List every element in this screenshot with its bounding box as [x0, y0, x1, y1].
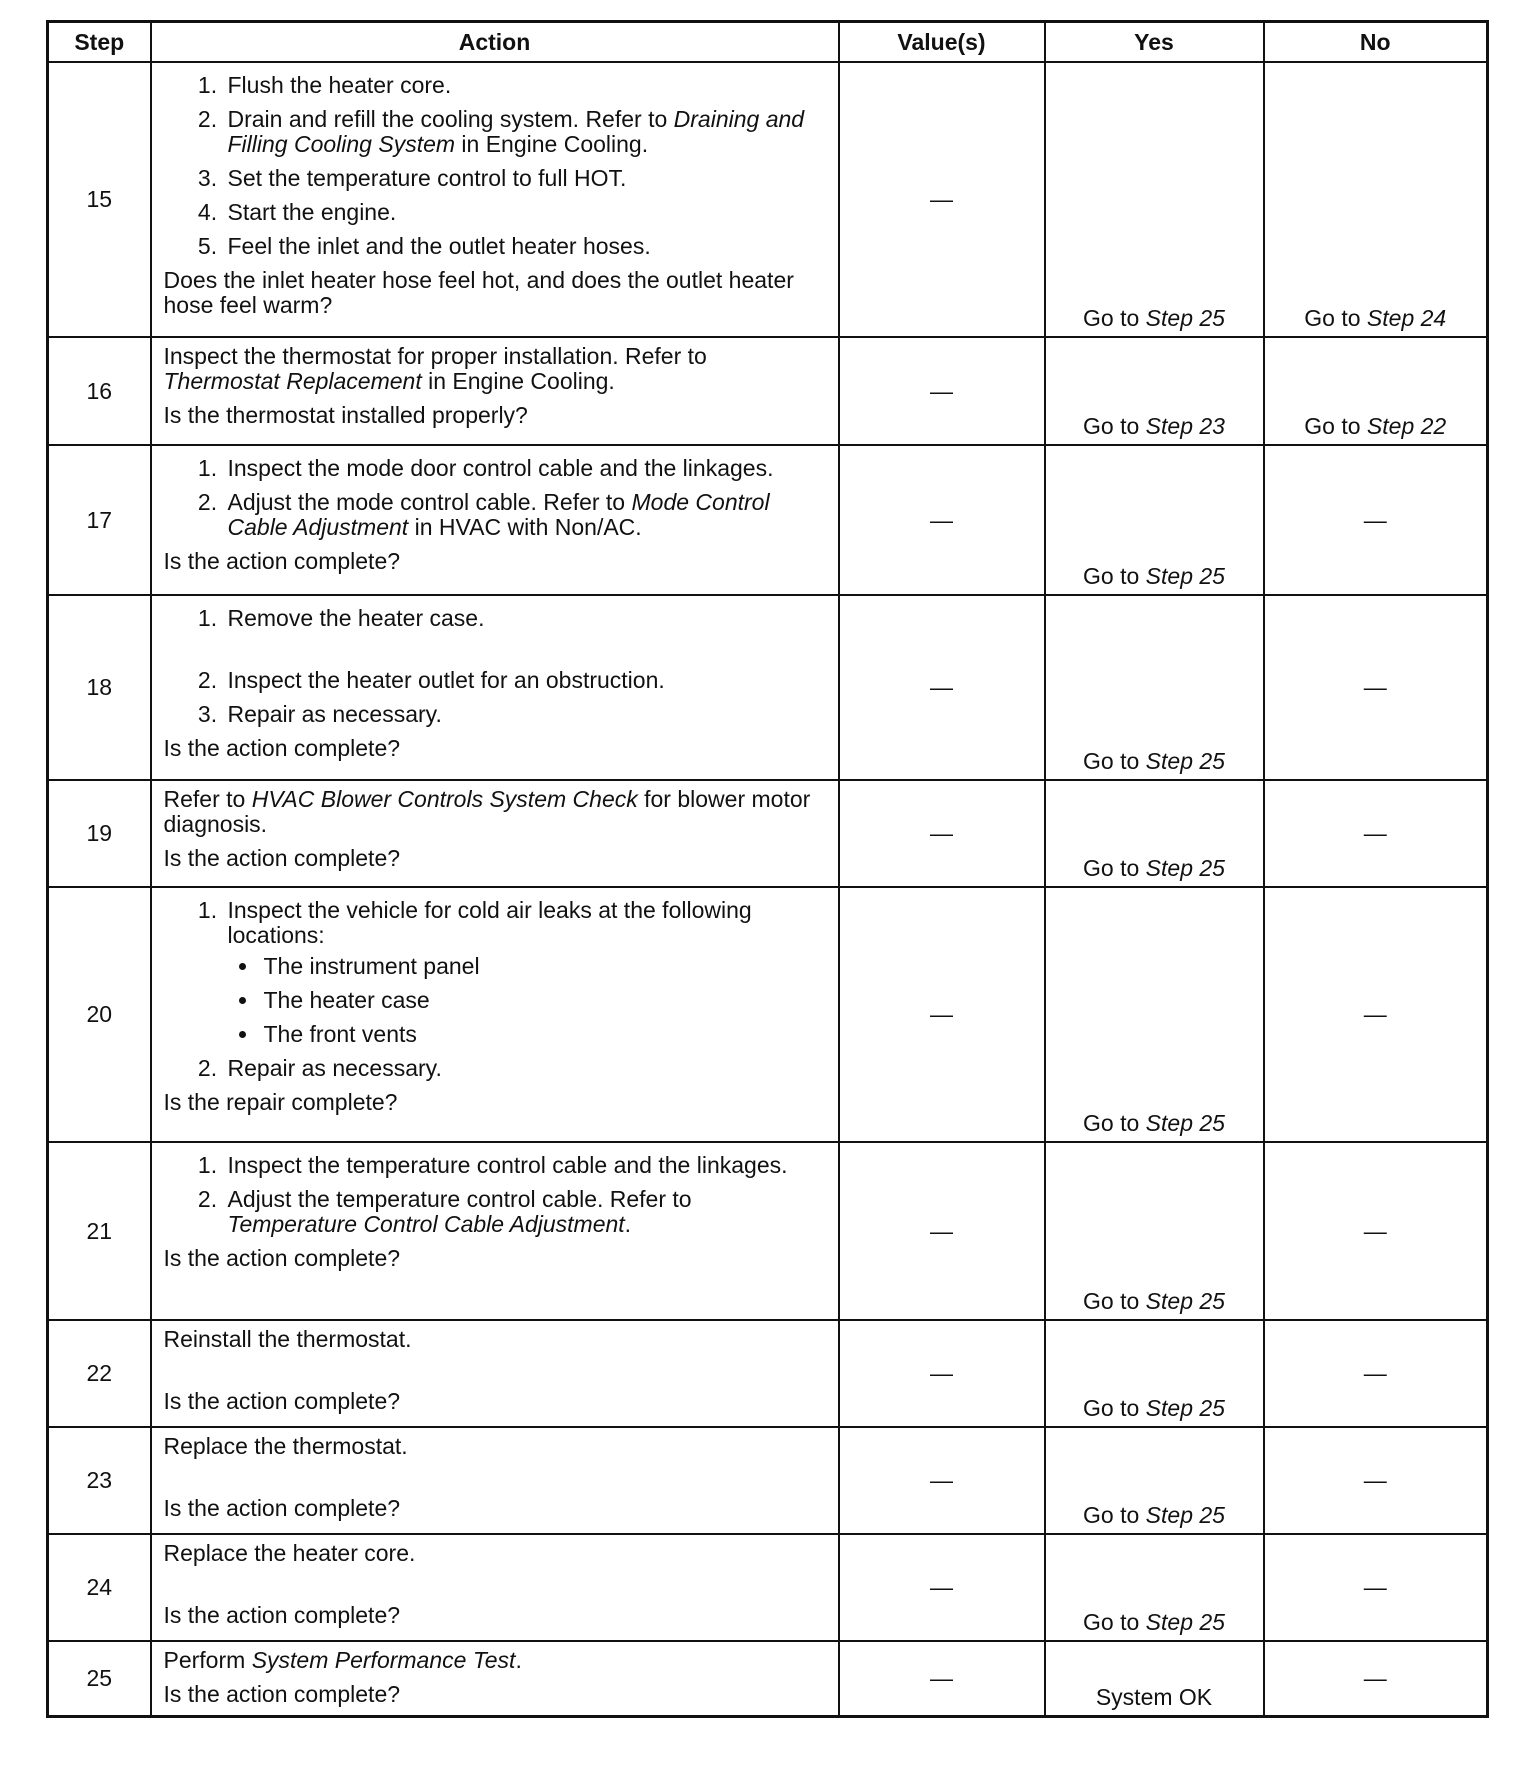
yes-prefix: Go to — [1083, 1288, 1146, 1314]
spacer — [164, 1361, 828, 1389]
no-cell — [1264, 1320, 1488, 1427]
no-cell — [1264, 1641, 1488, 1716]
action-question: Is the action complete? — [163, 845, 401, 871]
no-prefix: Go to — [1304, 413, 1367, 439]
no-text: — — [1363, 820, 1387, 846]
yes-cell — [1045, 780, 1264, 887]
value-dash: — — [930, 506, 953, 533]
action-cell — [151, 445, 839, 595]
reference-title: HVAC Blower Controls System Check — [251, 786, 638, 812]
value-cell — [839, 1427, 1045, 1534]
table-row — [48, 1534, 1488, 1641]
action-step-item — [224, 490, 828, 540]
diagnostic-table — [46, 20, 1489, 1718]
action-instruction — [164, 1434, 828, 1459]
yes-prefix: Go to — [1083, 563, 1146, 589]
action-step-item — [224, 166, 828, 191]
value-dash: — — [930, 1664, 953, 1691]
no-cell — [1264, 780, 1488, 887]
action-step-item — [224, 107, 828, 157]
action-cell — [151, 1142, 839, 1320]
no-cell — [1264, 887, 1488, 1142]
no-prefix: Go to — [1304, 305, 1367, 331]
no-cell — [1264, 445, 1488, 595]
action-cell — [151, 337, 839, 445]
no-text: — — [1363, 1217, 1387, 1244]
yes-prefix: Go to — [1083, 1502, 1146, 1528]
no-step-ref: Step 22 — [1366, 413, 1447, 439]
header-values: Value(s) — [839, 22, 1045, 63]
action-step-item — [224, 73, 828, 98]
header-step: Step — [48, 22, 151, 63]
text-run: in Engine Cooling. — [421, 368, 615, 394]
value-cell — [839, 1142, 1045, 1320]
table-row — [48, 1641, 1488, 1716]
step-number: 17 — [48, 445, 151, 595]
text-run: Set the temperature control to full HOT. — [227, 165, 627, 191]
no-text: — — [1363, 506, 1387, 533]
yes-step-ref: Step 25 — [1145, 305, 1225, 331]
value-dash: — — [930, 1001, 953, 1027]
step-number: 20 — [48, 887, 151, 1142]
action-step-item — [224, 456, 828, 481]
value-dash: — — [930, 1360, 953, 1386]
yes-prefix: Go to — [1083, 305, 1146, 331]
yes-cell — [1045, 1534, 1264, 1641]
no-text: — — [1363, 1001, 1387, 1027]
yes-prefix: Go to — [1083, 1609, 1146, 1635]
text-run: Replace the thermostat. — [163, 1433, 408, 1459]
yes-step-ref: Step 25 — [1145, 748, 1225, 774]
value-dash: — — [930, 1217, 953, 1244]
yes-step-ref: Step 25 — [1145, 1395, 1225, 1421]
reference-title: Thermostat Replacement — [163, 368, 422, 394]
action-step-item — [224, 200, 828, 225]
text-run: in HVAC with Non/AC. — [408, 514, 642, 540]
value-cell — [839, 1641, 1045, 1716]
step-number: 24 — [48, 1534, 151, 1641]
action-steps-list — [164, 73, 828, 259]
value-dash: — — [930, 186, 953, 212]
no-cell — [1264, 1142, 1488, 1320]
text-run: . — [515, 1647, 522, 1673]
no-cell — [1264, 62, 1488, 337]
value-cell — [839, 887, 1045, 1142]
text-run: . — [624, 1211, 632, 1237]
value-dash: — — [930, 1574, 953, 1600]
step-number: 23 — [48, 1427, 151, 1534]
action-steps-list — [164, 456, 828, 540]
no-cell — [1264, 1427, 1488, 1534]
yes-prefix: Go to — [1083, 1395, 1146, 1421]
action-question: Is the action complete? — [163, 1388, 401, 1414]
action-question: Is the action complete? — [163, 548, 401, 574]
action-question: Is the action complete? — [163, 1602, 401, 1628]
value-cell — [839, 595, 1045, 780]
action-step-item — [224, 606, 828, 631]
location-item: • The instrument panel — [260, 954, 828, 979]
text-run: Feel the inlet and the outlet heater hoses. — [227, 233, 651, 259]
yes-text: System OK — [1095, 1683, 1213, 1710]
step-number: 22 — [48, 1320, 151, 1427]
yes-prefix: Go to — [1083, 748, 1146, 774]
action-question: Is the repair complete? — [163, 1089, 398, 1115]
action-instruction — [164, 787, 828, 837]
action-instruction — [164, 1648, 828, 1673]
action-question: Is the action complete? — [163, 1681, 401, 1707]
yes-cell — [1045, 887, 1264, 1142]
no-cell — [1264, 595, 1488, 780]
value-cell — [839, 1320, 1045, 1427]
text-run: Repair as necessary. — [227, 1055, 442, 1081]
action-instruction — [164, 1541, 828, 1566]
reference-title: Mode Control Cable Adjustment — [227, 489, 770, 540]
action-question: Is the thermostat installed properly? — [163, 402, 528, 428]
no-step-ref: Step 24 — [1366, 305, 1447, 331]
location-list — [228, 954, 828, 1047]
text-run: Remove the heater case. — [227, 605, 485, 631]
yes-cell — [1045, 445, 1264, 595]
text-run: Adjust the temperature control cable. Refer to — [227, 1186, 692, 1212]
action-cell — [151, 1534, 839, 1641]
action-step-item — [224, 1153, 828, 1178]
text-run: Flush the heater core. — [227, 72, 452, 98]
no-text: — — [1363, 1664, 1387, 1691]
value-cell — [839, 780, 1045, 887]
table-row — [48, 595, 1488, 780]
no-cell — [1264, 337, 1488, 445]
text-run: Inspect the thermostat for proper installation. Refer to — [163, 343, 707, 369]
text-run: Adjust the mode control cable. Refer to — [227, 489, 632, 515]
action-step-item — [224, 234, 828, 259]
yes-step-ref: Step 25 — [1145, 1502, 1225, 1528]
text-run: Drain and refill the cooling system. Refer to — [227, 106, 674, 132]
value-dash: — — [930, 820, 953, 846]
action-question: Is the action complete? — [163, 1495, 401, 1521]
header-yes: Yes — [1045, 22, 1264, 63]
yes-cell — [1045, 337, 1264, 445]
spacer — [164, 1575, 828, 1603]
reference-title: Draining and Filling Cooling System — [227, 106, 805, 157]
action-step-item — [224, 898, 828, 1047]
action-cell — [151, 1641, 839, 1716]
action-cell — [151, 62, 839, 337]
yes-cell — [1045, 62, 1264, 337]
no-text: — — [1363, 1467, 1387, 1493]
value-cell — [839, 62, 1045, 337]
yes-prefix: Go to — [1083, 413, 1146, 439]
header-action: Action — [151, 22, 839, 63]
value-dash: — — [930, 377, 953, 404]
action-cell — [151, 595, 839, 780]
yes-prefix: Go to — [1083, 855, 1146, 881]
text-run: Inspect the heater outlet for an obstruction. — [227, 667, 665, 693]
value-cell — [839, 445, 1045, 595]
step-number: 18 — [48, 595, 151, 780]
action-cell — [151, 887, 839, 1142]
text-run: Perform — [163, 1647, 252, 1673]
text-run: Inspect the vehicle for cold air leaks at the following locations: — [227, 897, 752, 948]
spacer — [224, 640, 828, 668]
action-step-item — [224, 668, 828, 693]
spacer — [164, 1468, 828, 1496]
step-number: 21 — [48, 1142, 151, 1320]
table-row — [48, 62, 1488, 337]
table-row — [48, 887, 1488, 1142]
yes-step-ref: Step 23 — [1145, 413, 1225, 439]
reference-title: Temperature Control Cable Adjustment — [227, 1211, 625, 1237]
text-run: Reinstall the thermostat. — [163, 1326, 412, 1352]
text-run: Refer to — [163, 786, 252, 812]
yes-cell — [1045, 1320, 1264, 1427]
diagnostic-procedure-document — [46, 20, 1486, 1718]
yes-step-ref: Step 25 — [1145, 1110, 1225, 1136]
value-dash: — — [930, 674, 953, 700]
yes-cell — [1045, 1427, 1264, 1534]
yes-step-ref: Step 25 — [1145, 855, 1225, 881]
table-header-row — [48, 22, 1488, 63]
text-run: Inspect the mode door control cable and the linkages. — [227, 455, 774, 481]
action-step-item — [224, 702, 828, 727]
table-row — [48, 780, 1488, 887]
value-cell — [839, 1534, 1045, 1641]
action-cell — [151, 1427, 839, 1534]
location-item: • The heater case — [260, 988, 828, 1013]
action-instruction — [164, 1327, 828, 1352]
yes-prefix: Go to — [1083, 1110, 1146, 1136]
action-steps-list — [164, 1153, 828, 1237]
yes-step-ref: Step 25 — [1145, 1288, 1225, 1314]
text-run: for blower motor diagnosis. — [163, 786, 811, 837]
action-step-item — [224, 1056, 828, 1081]
yes-step-ref: Step 25 — [1145, 1609, 1225, 1635]
action-steps-list — [164, 898, 828, 1081]
text-run: Repair as necessary. — [227, 701, 442, 727]
step-number: 16 — [48, 337, 151, 445]
text-run: in Engine Cooling. — [455, 131, 649, 157]
action-question: Is the action complete? — [163, 1245, 401, 1271]
value-cell — [839, 337, 1045, 445]
step-number: 25 — [48, 1641, 151, 1716]
no-text: — — [1363, 1360, 1387, 1386]
reference-title: System Performance Test — [251, 1647, 516, 1673]
location-item: • The front vents — [260, 1022, 828, 1047]
action-step-item — [224, 1187, 828, 1237]
step-number: 19 — [48, 780, 151, 887]
table-body — [48, 62, 1488, 1716]
action-cell — [151, 1320, 839, 1427]
yes-cell — [1045, 1641, 1264, 1716]
table-row — [48, 1320, 1488, 1427]
action-question: Does the inlet heater hose feel hot, and does the outlet heater hose feel warm? — [163, 267, 794, 318]
text-run: Replace the heater core. — [163, 1540, 416, 1566]
text-run: Start the engine. — [227, 199, 397, 225]
step-number: 15 — [48, 62, 151, 337]
yes-cell — [1045, 1142, 1264, 1320]
no-text: — — [1363, 1574, 1387, 1600]
table-row — [48, 1142, 1488, 1320]
table-row — [48, 337, 1488, 445]
value-dash: — — [930, 1467, 953, 1493]
table-row — [48, 1427, 1488, 1534]
no-text: — — [1363, 674, 1387, 700]
action-steps-list — [164, 606, 828, 727]
action-instruction — [164, 344, 828, 394]
yes-step-ref: Step 25 — [1145, 563, 1225, 589]
action-cell — [151, 780, 839, 887]
no-cell — [1264, 1534, 1488, 1641]
header-no: No — [1264, 22, 1488, 63]
action-question: Is the action complete? — [163, 735, 401, 761]
text-run: Inspect the temperature control cable and the linkages. — [227, 1152, 788, 1178]
table-row — [48, 445, 1488, 595]
yes-cell — [1045, 595, 1264, 780]
